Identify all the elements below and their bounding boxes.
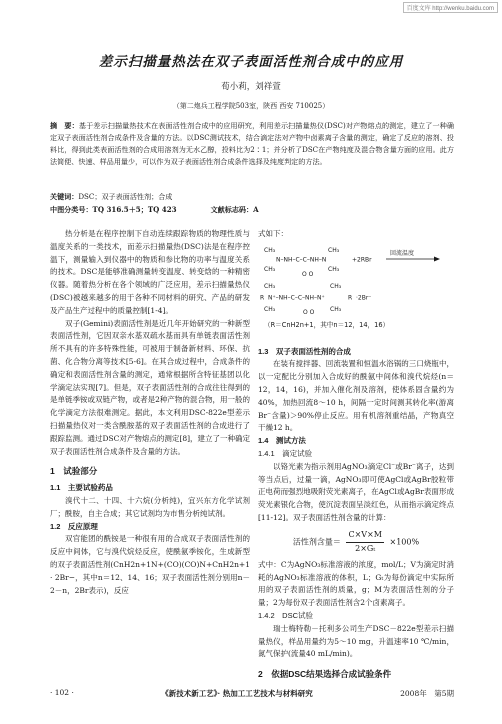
reactant-ch3-bottom-left: CH₃ xyxy=(264,265,276,273)
paper-title: 差示扫描量热法在双子表面活性剂合成中的应用 xyxy=(98,54,404,70)
reactant-core: N–NH–C–C–NH–N xyxy=(276,256,327,264)
reactant-ch3-top-left: CH₃ xyxy=(264,246,276,254)
section-1-2-heading: 1.2 反应原理 xyxy=(50,521,98,531)
document-code: 文献标志码：A xyxy=(210,205,259,214)
formula-fraction xyxy=(346,529,384,556)
product-ch3-top-left: CH₃ xyxy=(264,282,276,290)
reaction-condition: 回流温度 xyxy=(390,249,415,257)
section-1-4-2-heading: 1.4.2 DSC试验 xyxy=(258,610,314,620)
section-1-4-1-heading: 1.4.1 滴定试验 xyxy=(258,448,313,458)
page-number: · 102 · xyxy=(50,688,74,697)
reaction-intro: 式如下： xyxy=(258,229,288,238)
product-ch3-bottom-left: CH₃ xyxy=(264,305,276,313)
formula-denominator: 2×Gₜ xyxy=(355,543,376,553)
formula-numerator: C×V×M xyxy=(346,529,384,543)
formula-tail: ×100% xyxy=(389,537,420,547)
abstract xyxy=(50,120,454,168)
clc-number: 中图分类号：TQ 316.5＋5；TQ 423 xyxy=(50,205,177,214)
section-1-4-heading: 1.4 测试方法 xyxy=(258,436,306,446)
section-1-heading: 1 试验部分 xyxy=(50,466,98,477)
reactant-ch3-bottom-right: CH₃ xyxy=(328,265,340,273)
titration-paragraph: 以铬光素为指示剂用AgNO₃滴定Cl⁻或Br⁻离子，达到等当点后，过量一滴，AgNO₃即可使AgCl或AgBr胶粒带正电荷而强烈地吸附荧光素离子，在AgCl或AgBr表面形成荧光素银化合物，使沉淀表面呈淡红色，从而指示滴定终点[11-12]。双子表面活性剂含量的计算： xyxy=(258,461,454,522)
product-anion: ·2Br⁻ xyxy=(356,294,372,302)
watermark: 百度文库 http://wenku.baidu.com xyxy=(403,2,498,13)
left-column xyxy=(50,228,250,597)
abstract-label: 摘 要： xyxy=(50,121,79,130)
synthesis-paragraph: 在装有搅拌器、回流装置和恒温水浴锅的三口烧瓶中，以一定配比分别加入合成好的酰氨中间体和溴代烷烃(n＝12，14，16)，并加入催化剂及溶剂，使体系固含量约为40%，加热回流8～10 h，间隔一定时间测其转化率(游离Br⁻含量)＞90%停止反应。用有机溶剂重结晶，产物真空干燥12 h。 xyxy=(258,359,454,433)
reaction-arrowhead xyxy=(434,256,440,261)
product-ch3-bottom-right: CH₃ xyxy=(330,305,342,313)
reactant-carbonyl-o: O O xyxy=(302,270,314,278)
content-formula xyxy=(258,529,454,555)
formula-explanation: 式中：C为AgNO₃标准溶液的浓度，mol/L；V为滴定时消耗的AgNO₃标准溶液的体积，L；Gₜ为每份滴定中实际所用的双子表面活性剂的质量，g；M为表面活性剂的分子量；2为每份双子表面活性剂含2个卤素离子。 xyxy=(258,559,454,608)
formula-lhs: 活性剂含量＝ xyxy=(292,537,341,547)
section-2-heading: 2 依据DSC结果选择合成试验条件 xyxy=(258,669,392,680)
issue-info: 2008年 第5期 xyxy=(400,689,454,698)
reaction-scheme xyxy=(258,243,454,335)
right-column xyxy=(258,228,454,685)
keywords-text: DSC；双子表面活性剂；合成 xyxy=(78,192,173,201)
abstract-text: 基于差示扫描量热技术在表面活性剂合成中的应用研究，利用差示扫描量热仪(DSC)对产物熔点的测定，建立了一种确定双子表面活性剂合成条件及含量的方法。以DSC测试技术，结合滴定法对产物中卤素离子含量的测定，确定了反应的溶剂、投料比，得到此类表面活性剂的合成用溶剂为无水乙醇，投料比为2∶1；并分析了DSC在产物纯度及混合物含量方面的应用。此方法简便、快速、样品用量少，可以作为双子表面活性剂合成条件选择及纯度判定的方法。 xyxy=(50,121,454,166)
product-ch3-top-right: CH₃ xyxy=(330,282,342,290)
principle-paragraph: 双官能团的酰铵是一种很有用的合成双子表面活性剂的反应中间体，它与溴代烷烃反应，使酰氨季铵化，生成新型的双子表面活性剂(CnH2n+1N+(CO)(CO)N+CnH2n+1 · 2Br−，其中n＝12、14、16；双子表面活性剂分别用n－2－n，2Br表示)，反应 xyxy=(50,534,250,595)
section-1-1-heading: 1.1 主要试验药品 xyxy=(50,483,113,493)
intro-paragraph-1: 热分析是在程序控制下自动连续跟踪物质的物理性质与温度关系的一类技术，而差示扫描量热(DSC)法是在程序控温下，测量输入到仪器中的物质和参比物的功率与温度关系的技术。DSC是能够准确测量转变温度、转变焓的一种精密仪器。随着热分析在各个领域的广泛应用，差示扫描量热仪(DSC)被越来越多的用于各种不同材料的研究、产品的研发及产品生产过程中的质量控制[1-4]。 xyxy=(50,229,250,315)
classification xyxy=(50,205,454,215)
product-r-left: R xyxy=(260,294,265,302)
product-core: N⁺–NH–C–C–NH–N⁺ xyxy=(268,294,325,302)
section-1-3-heading: 1.3 双子表面活性剂的合成 xyxy=(258,346,351,356)
dsc-paragraph: 瑞士梅特勒－托利多公司生产DSC－822e型差示扫描量热仪，样品用量约为5～10 mg，升温速率10 ℃/min，氮气保护(流量40 mL/min)。 xyxy=(258,623,454,659)
keywords-label: 关键词： xyxy=(50,192,79,201)
paper-affiliation: （第二炮兵工程学院503室，陕西 西安 710025） xyxy=(172,102,330,110)
reactant-ch3-top-right: CH₃ xyxy=(328,246,340,254)
intro-paragraph-2: 双子(Gemini)表面活性剂是近几年开始研究的一种新型表面活性剂，它因双亲水基双疏水基而具有单链表面活性剂所不具有的许多特殊性能，可被用于制备新材料、环保、抗菌、化合物分离等技术[5-6]。在其合成过程中，合成条件的确定和表面活性剂含量的测定，通常根据所含特征基团以化学滴定法实现[7]。但是，双子表面活性剂的合成往往得到的是单链季铵或双链产物，或者是2种产物的混合物，用一般的化学滴定方法很难测定。据此，本文利用DSC-822e型差示扫描量热仪对一类含酰胺基的双子表面活性剂的合成进行了跟踪监测。通过DSC对产物熔点的测定[8]，建立了一种确定双子表面活性剂合成条件及含量的方法。 xyxy=(50,318,251,456)
journal-name: 《新技术新工艺》· 热加工工艺技术与材料研究 xyxy=(161,689,313,698)
page-footer xyxy=(50,688,454,699)
product-carbonyl-o: O O xyxy=(303,308,315,316)
keywords xyxy=(50,192,454,202)
reactant-rbr: +2RBr xyxy=(352,256,372,264)
paper-authors: 荀小莉，刘祥萱 xyxy=(221,82,281,92)
product-r-right: R xyxy=(348,294,353,302)
reagents-paragraph: 溴代十二、十四、十六烷(分析纯)，宜兴东方化学试剂厂；酰胺，自主合成；其它试剂均为市售分析纯试剂。 xyxy=(50,495,250,518)
substituent-definition: （R＝CnH2n+1，其中n＝12，14，16） xyxy=(264,320,390,329)
